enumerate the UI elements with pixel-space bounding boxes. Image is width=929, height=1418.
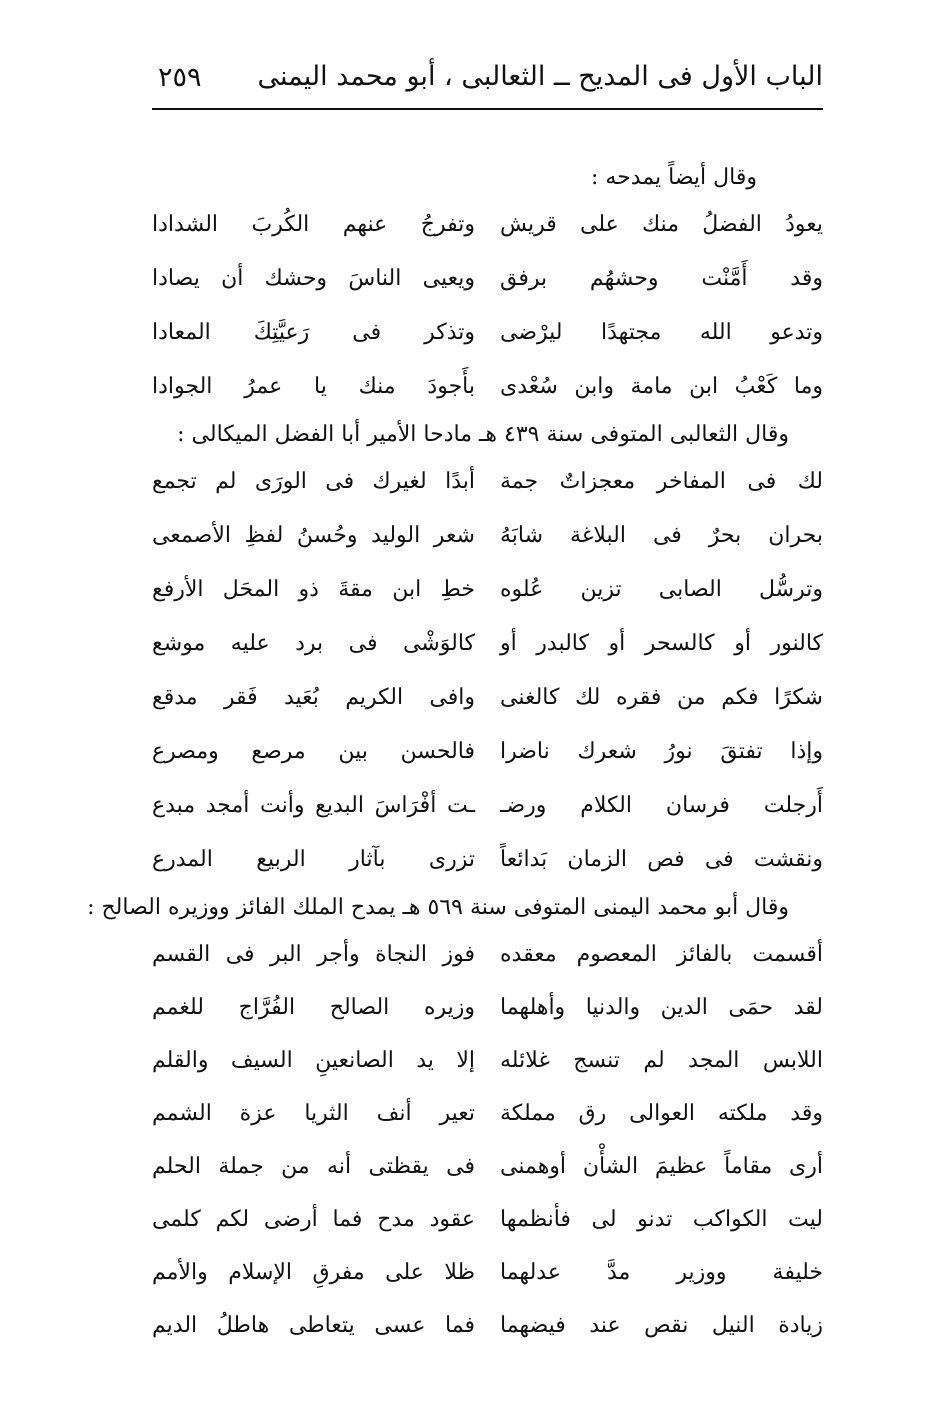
first-hemistich: وما كَعْبُ ابن مامة وابن سُعْدى xyxy=(500,374,823,399)
poem-section-3 xyxy=(87,887,823,1352)
second-hemistich: بأَجودَ منك يا عمرُ الجوادا xyxy=(152,374,475,399)
poem-section-2 xyxy=(152,414,823,887)
first-hemistich: أرى مقاماً عظيمَ الشأْن أوهمنى xyxy=(500,1154,823,1179)
second-hemistich: وتذكر فى رَعيَّتِكَ المعادا xyxy=(152,320,475,345)
first-hemistich: زيادة النيل نقص عند فيضهما xyxy=(500,1313,823,1338)
verse-line xyxy=(152,833,823,887)
verse-line xyxy=(152,198,823,252)
verse-line xyxy=(152,671,823,725)
header-rule xyxy=(152,108,823,110)
second-hemistich: وتفرجُ عنهم الكُربَ الشدادا xyxy=(152,212,475,237)
second-hemistich: تعير أنف الثريا عزة الشمم xyxy=(152,1101,475,1126)
verse-line xyxy=(152,509,823,563)
verse-line xyxy=(152,981,823,1034)
first-hemistich: لك فى المفاخر معجزاتٌ جمة xyxy=(500,469,823,494)
verse-line xyxy=(152,1087,823,1140)
section-intro-1: وقال أيضاً يمدحه : xyxy=(590,165,757,190)
first-hemistich: وإذا تفتقَ نورُ شعرك ناضرا xyxy=(500,739,823,764)
second-hemistich: كالوَشْى فى برد عليه موشع xyxy=(152,631,475,656)
verse-line xyxy=(152,1140,823,1193)
second-hemistich: أبدًا لغيرك فى الورَى لم تجمع xyxy=(152,469,475,494)
first-hemistich: خليفة ووزير مدَّ عدلهما xyxy=(500,1260,823,1285)
verse-line xyxy=(152,779,823,833)
first-hemistich: ونقشت فى فص الزمان بَدائعاً xyxy=(500,847,823,872)
first-hemistich: اللابس المجد لم تنسج غلائله xyxy=(500,1048,823,1073)
second-hemistich: عقود مدح فما أرضى لكم كلمى xyxy=(152,1207,475,1232)
second-hemistich: تزرى بآثار الربيع المدرع xyxy=(152,847,475,872)
second-hemistich: ـت أفْرَاسَ البديع وأنت أمجد مبدع xyxy=(152,793,475,818)
running-header xyxy=(152,55,823,103)
verse-line xyxy=(152,563,823,617)
first-hemistich: وقد أَمَّنْت وحشهُم برفق xyxy=(500,266,823,291)
second-hemistich: إلا يد الصانعينِ السيف والقلم xyxy=(152,1048,475,1073)
verse-line xyxy=(152,455,823,509)
chapter-running-title: الباب الأول فى المديح ــ الثعالبى ، أبو محمد اليمنى xyxy=(257,61,823,92)
verse-line xyxy=(152,617,823,671)
verse-line xyxy=(152,252,823,306)
first-hemistich: يعودُ الفضلُ منك على قريش xyxy=(500,212,823,237)
verse-line xyxy=(152,306,823,360)
section-intro-2: وقال الثعالبى المتوفى سنة ٤٣٩ هـ مادحا الأمير أبا الفضل الميكالى : xyxy=(177,422,789,447)
first-hemistich: وترسُّل الصابى تزين عُلوه xyxy=(500,577,823,602)
verse-line xyxy=(152,1246,823,1299)
first-hemistich: لقد حمَى الدين والدنيا وأهلهما xyxy=(500,995,823,1020)
second-hemistich: ظلا على مفرقِ الإسلام والأمم xyxy=(152,1260,475,1285)
page-number: ٢٥٩ xyxy=(158,62,202,93)
first-hemistich: أَرجلت فرسان الكلام ورضـ xyxy=(500,793,823,818)
verse-line xyxy=(152,928,823,981)
second-hemistich: وافى الكريم بُعَيد فَقر مدقع xyxy=(152,685,475,710)
second-hemistich: خطِ ابن مقةَ ذو المحَل الأرفع xyxy=(152,577,475,602)
section-intro-3: وقال أبو محمد اليمنى المتوفى سنة ٥٦٩ هـ يمدح الملك الفائز ووزيره الصالح : xyxy=(87,895,789,920)
first-hemistich: شكرًا فكم من فقره لك كالغنى xyxy=(500,685,823,710)
verse-line xyxy=(152,1034,823,1087)
second-hemistich: فى يقظتى أنه من جملة الحلم xyxy=(152,1154,475,1179)
second-hemistich: شعر الوليد وحُسنُ لفظِ الأصمعى xyxy=(152,523,475,548)
second-hemistich: فالحسن بين مرصع ومصرع xyxy=(152,739,475,764)
second-hemistich: فما عسى يتعاطى هاطلُ الديم xyxy=(152,1313,475,1338)
first-hemistich: وقد ملكته العوالى رق مملكة xyxy=(500,1101,823,1126)
first-hemistich: ليت الكواكب تدنو لى فأنظمها xyxy=(500,1207,823,1232)
first-hemistich: بحران بحرٌ فى البلاغة شابَهُ xyxy=(500,523,823,548)
verse-line xyxy=(152,1193,823,1246)
first-hemistich: وتدعو الله مجتهدًا ليرْضى xyxy=(500,320,823,345)
second-hemistich: ويعيى الناسَ وحشك أن يصادا xyxy=(152,266,475,291)
second-hemistich: وزيره الصالح الفُرَّاج للغمم xyxy=(152,995,475,1020)
verse-line xyxy=(152,360,823,414)
poem-section-1 xyxy=(152,157,823,414)
first-hemistich: كالنور أو كالسحر أو كالبدر أو xyxy=(500,631,823,656)
first-hemistich: أقسمت بالفائز المعصوم معقده xyxy=(500,942,823,967)
verse-line xyxy=(152,1299,823,1352)
second-hemistich: فوز النجاة وأجر البر فى القسم xyxy=(152,942,475,967)
poem-content xyxy=(87,157,823,1352)
verse-line xyxy=(152,725,823,779)
